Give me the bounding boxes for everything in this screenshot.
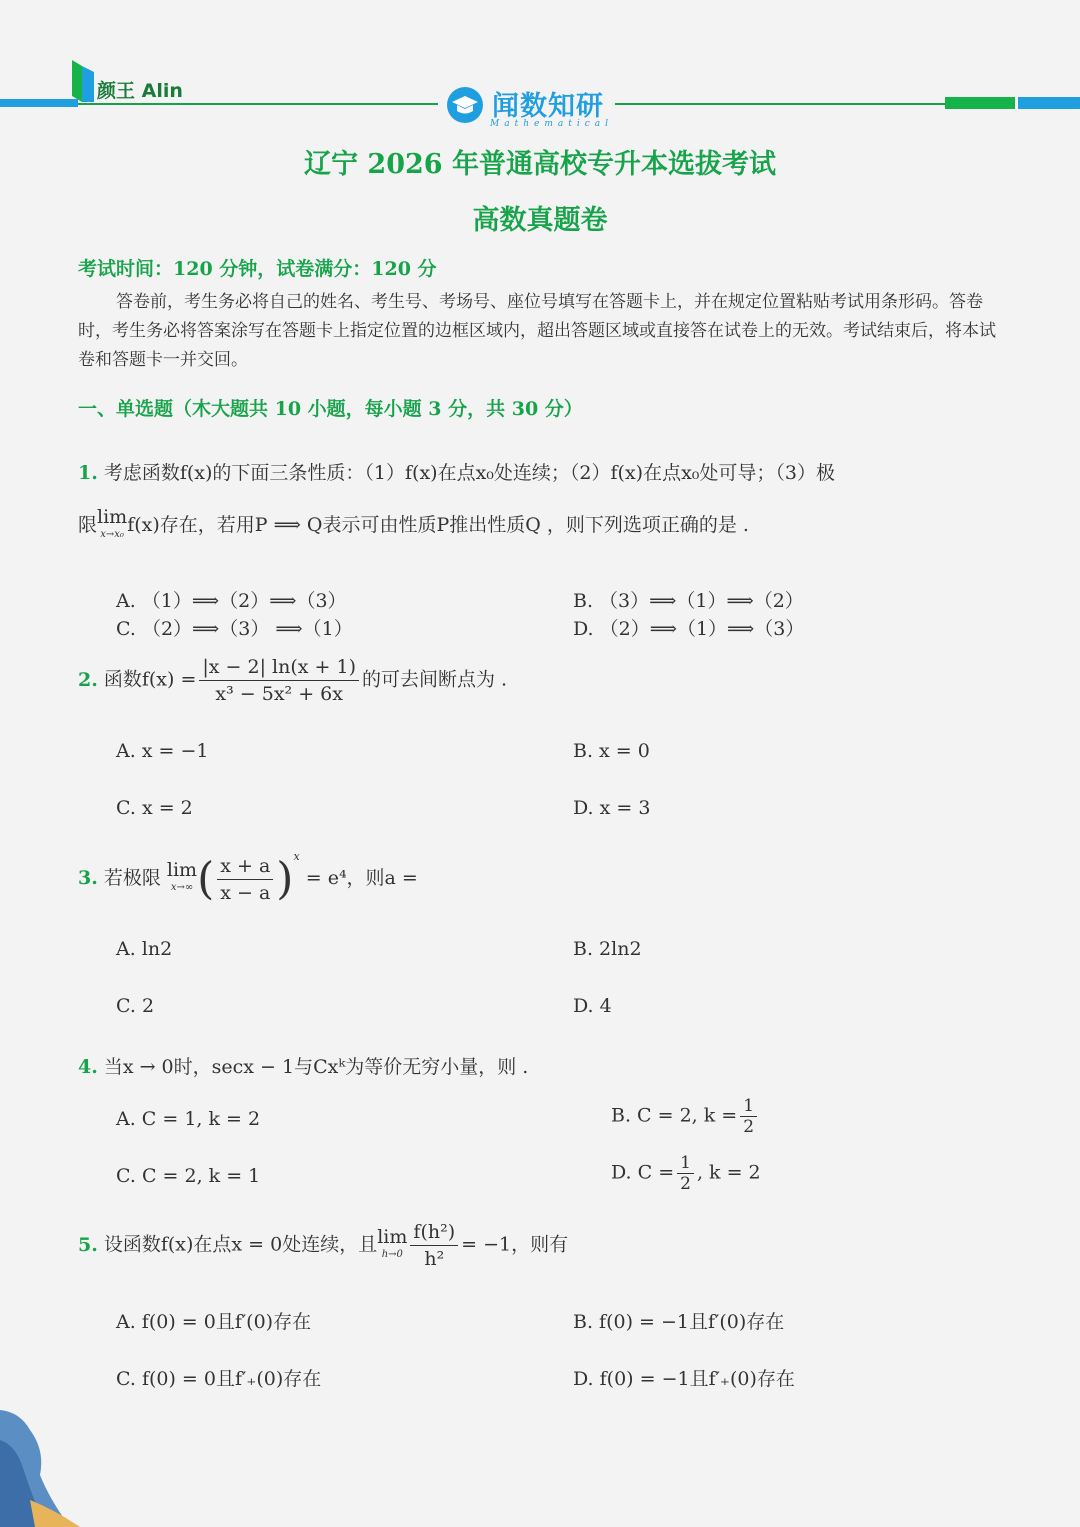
question-number: 3. (78, 867, 98, 889)
brand-left: 颜王 Alin (97, 80, 183, 102)
option-text: B. C = 2, k = (611, 1104, 738, 1127)
question-text: 设函数f(x)在点x = 0处连续，且 (103, 1233, 378, 1256)
header-bar-blue (1018, 97, 1080, 109)
fraction (199, 654, 359, 707)
limit-operator (167, 861, 197, 897)
limit-operator (97, 508, 127, 544)
denominator: x³ − 5x² + 6x (215, 683, 343, 705)
question-text: 函数f(x) = (103, 668, 197, 691)
question-number: 2. (78, 668, 98, 691)
option-b[interactable]: B. （3）⟹（1）⟹（2） (573, 590, 804, 612)
right-paren: ) (276, 853, 294, 905)
page-title: 辽宁 2026 年普通高校专升本选拔考试 (304, 149, 776, 180)
option-text: D. C = (611, 1161, 675, 1184)
header-rule-green-left (78, 103, 438, 105)
question-4 (78, 1052, 528, 1079)
brand-center: 闻数知研 (492, 91, 604, 122)
question-text: 的可去间断点为 . (361, 668, 508, 691)
numerator: 1 (740, 1096, 757, 1117)
question-number: 1. (78, 462, 98, 484)
question-text: 若极限 (103, 867, 161, 889)
question-1-line2 (78, 508, 1008, 544)
question-1 (78, 458, 1008, 485)
denominator: x − a (220, 881, 271, 904)
question-2 (78, 654, 507, 707)
exponent: x (293, 850, 300, 863)
question-number: 4. (78, 1056, 98, 1078)
graduation-cap-icon (446, 86, 484, 124)
option-b[interactable]: B. f(0) = −1且f′(0)存在 (573, 1311, 785, 1333)
header-bar-green (945, 97, 1015, 109)
section-heading: 一、单选题（木大题共 10 小题，每小题 3 分，共 30 分） (78, 398, 583, 420)
fraction (677, 1153, 694, 1194)
numerator: 1 (677, 1153, 694, 1174)
lim-text: lim (377, 1225, 408, 1248)
instructions: 答卷前，考生务必将自己的姓名、考生号、考场号、座位号填写在答题卡上，并在规定位置粘贴考试用条形码。答卷时，考生务必将答案涂写在答题卡上指定位置的边框区域内，超出答题区域或直接答在试卷上的无效。考试结束后，将本试卷和答题卡一并交回。 (78, 292, 996, 370)
denominator: h² (424, 1248, 445, 1270)
question-text: 考虑函数f(x)的下面三条性质：（1）f(x)在点x₀处连续；（2）f(x)在点x₀处可导；（3）极 (103, 462, 835, 484)
lim-subscript: x→∞ (170, 882, 194, 893)
option-d[interactable]: D. x = 3 (573, 797, 651, 819)
lim-subscript: x→x₀ (100, 529, 124, 540)
option-a[interactable]: A. x = −1 (116, 740, 209, 762)
option-d[interactable] (611, 1153, 761, 1194)
numerator: |x − 2| ln(x + 1) (199, 654, 359, 681)
option-b[interactable] (611, 1096, 760, 1137)
brand-subtitle: Mathematical (490, 119, 613, 129)
lim-text: lim (97, 506, 128, 528)
option-d[interactable]: D. f(0) = −1且f′₊(0)存在 (573, 1368, 795, 1390)
option-text: , k = 2 (696, 1161, 761, 1184)
page-subtitle: 高数真题卷 (472, 205, 608, 236)
option-d[interactable]: D. 4 (573, 995, 612, 1017)
option-b[interactable]: B. x = 0 (573, 740, 650, 762)
question-text: 当x → 0时，secx − 1与Cxᵏ为等价无穷小量，则 . (103, 1056, 529, 1078)
header-rule-blue-left (0, 99, 78, 107)
question-number: 5. (78, 1233, 98, 1256)
book-logo-icon (72, 60, 94, 102)
option-c[interactable]: C. （2）⟹（3） ⟹（1） (116, 618, 353, 640)
option-a[interactable]: A. （1）⟹（2）⟹（3） (116, 590, 347, 612)
option-c[interactable]: C. C = 2, k = 1 (116, 1165, 261, 1187)
lim-subscript: h→0 (381, 1248, 403, 1260)
mountain-decoration-icon (0, 1410, 90, 1527)
question-text: = −1，则有 (461, 1233, 569, 1256)
option-c[interactable]: C. 2 (116, 995, 155, 1017)
fraction (410, 1219, 458, 1272)
exam-info: 考试时间：120 分钟，试卷满分：120 分 (78, 258, 437, 280)
option-b[interactable]: B. 2ln2 (573, 938, 642, 960)
option-a[interactable]: A. ln2 (116, 938, 173, 960)
lim-text: lim (166, 859, 198, 881)
question-text: f(x)存在，若用P ⟹ Q表示可由性质P推出性质Q ，则下列选项正确的是 . (127, 514, 749, 536)
option-c[interactable]: C. f(0) = 0且f′₊(0)存在 (116, 1368, 322, 1390)
option-a[interactable]: A. C = 1, k = 2 (116, 1108, 261, 1130)
question-3 (78, 850, 418, 906)
question-5 (78, 1219, 568, 1272)
option-d[interactable]: D. （2）⟹（1）⟹（3） (573, 618, 805, 640)
left-paren: ( (197, 853, 215, 905)
denominator: 2 (743, 1117, 755, 1137)
header-rule-green-right (615, 103, 945, 105)
fraction (217, 853, 273, 906)
fraction (740, 1096, 757, 1137)
numerator: f(h²) (410, 1219, 458, 1246)
denominator: 2 (680, 1174, 691, 1194)
question-text: = e⁴，则a = (305, 867, 418, 889)
limit-operator (377, 1225, 408, 1264)
numerator: x + a (217, 853, 273, 880)
question-text: 限 (78, 514, 98, 536)
option-a[interactable]: A. f(0) = 0且f′(0)存在 (116, 1311, 312, 1333)
option-c[interactable]: C. x = 2 (116, 797, 193, 819)
